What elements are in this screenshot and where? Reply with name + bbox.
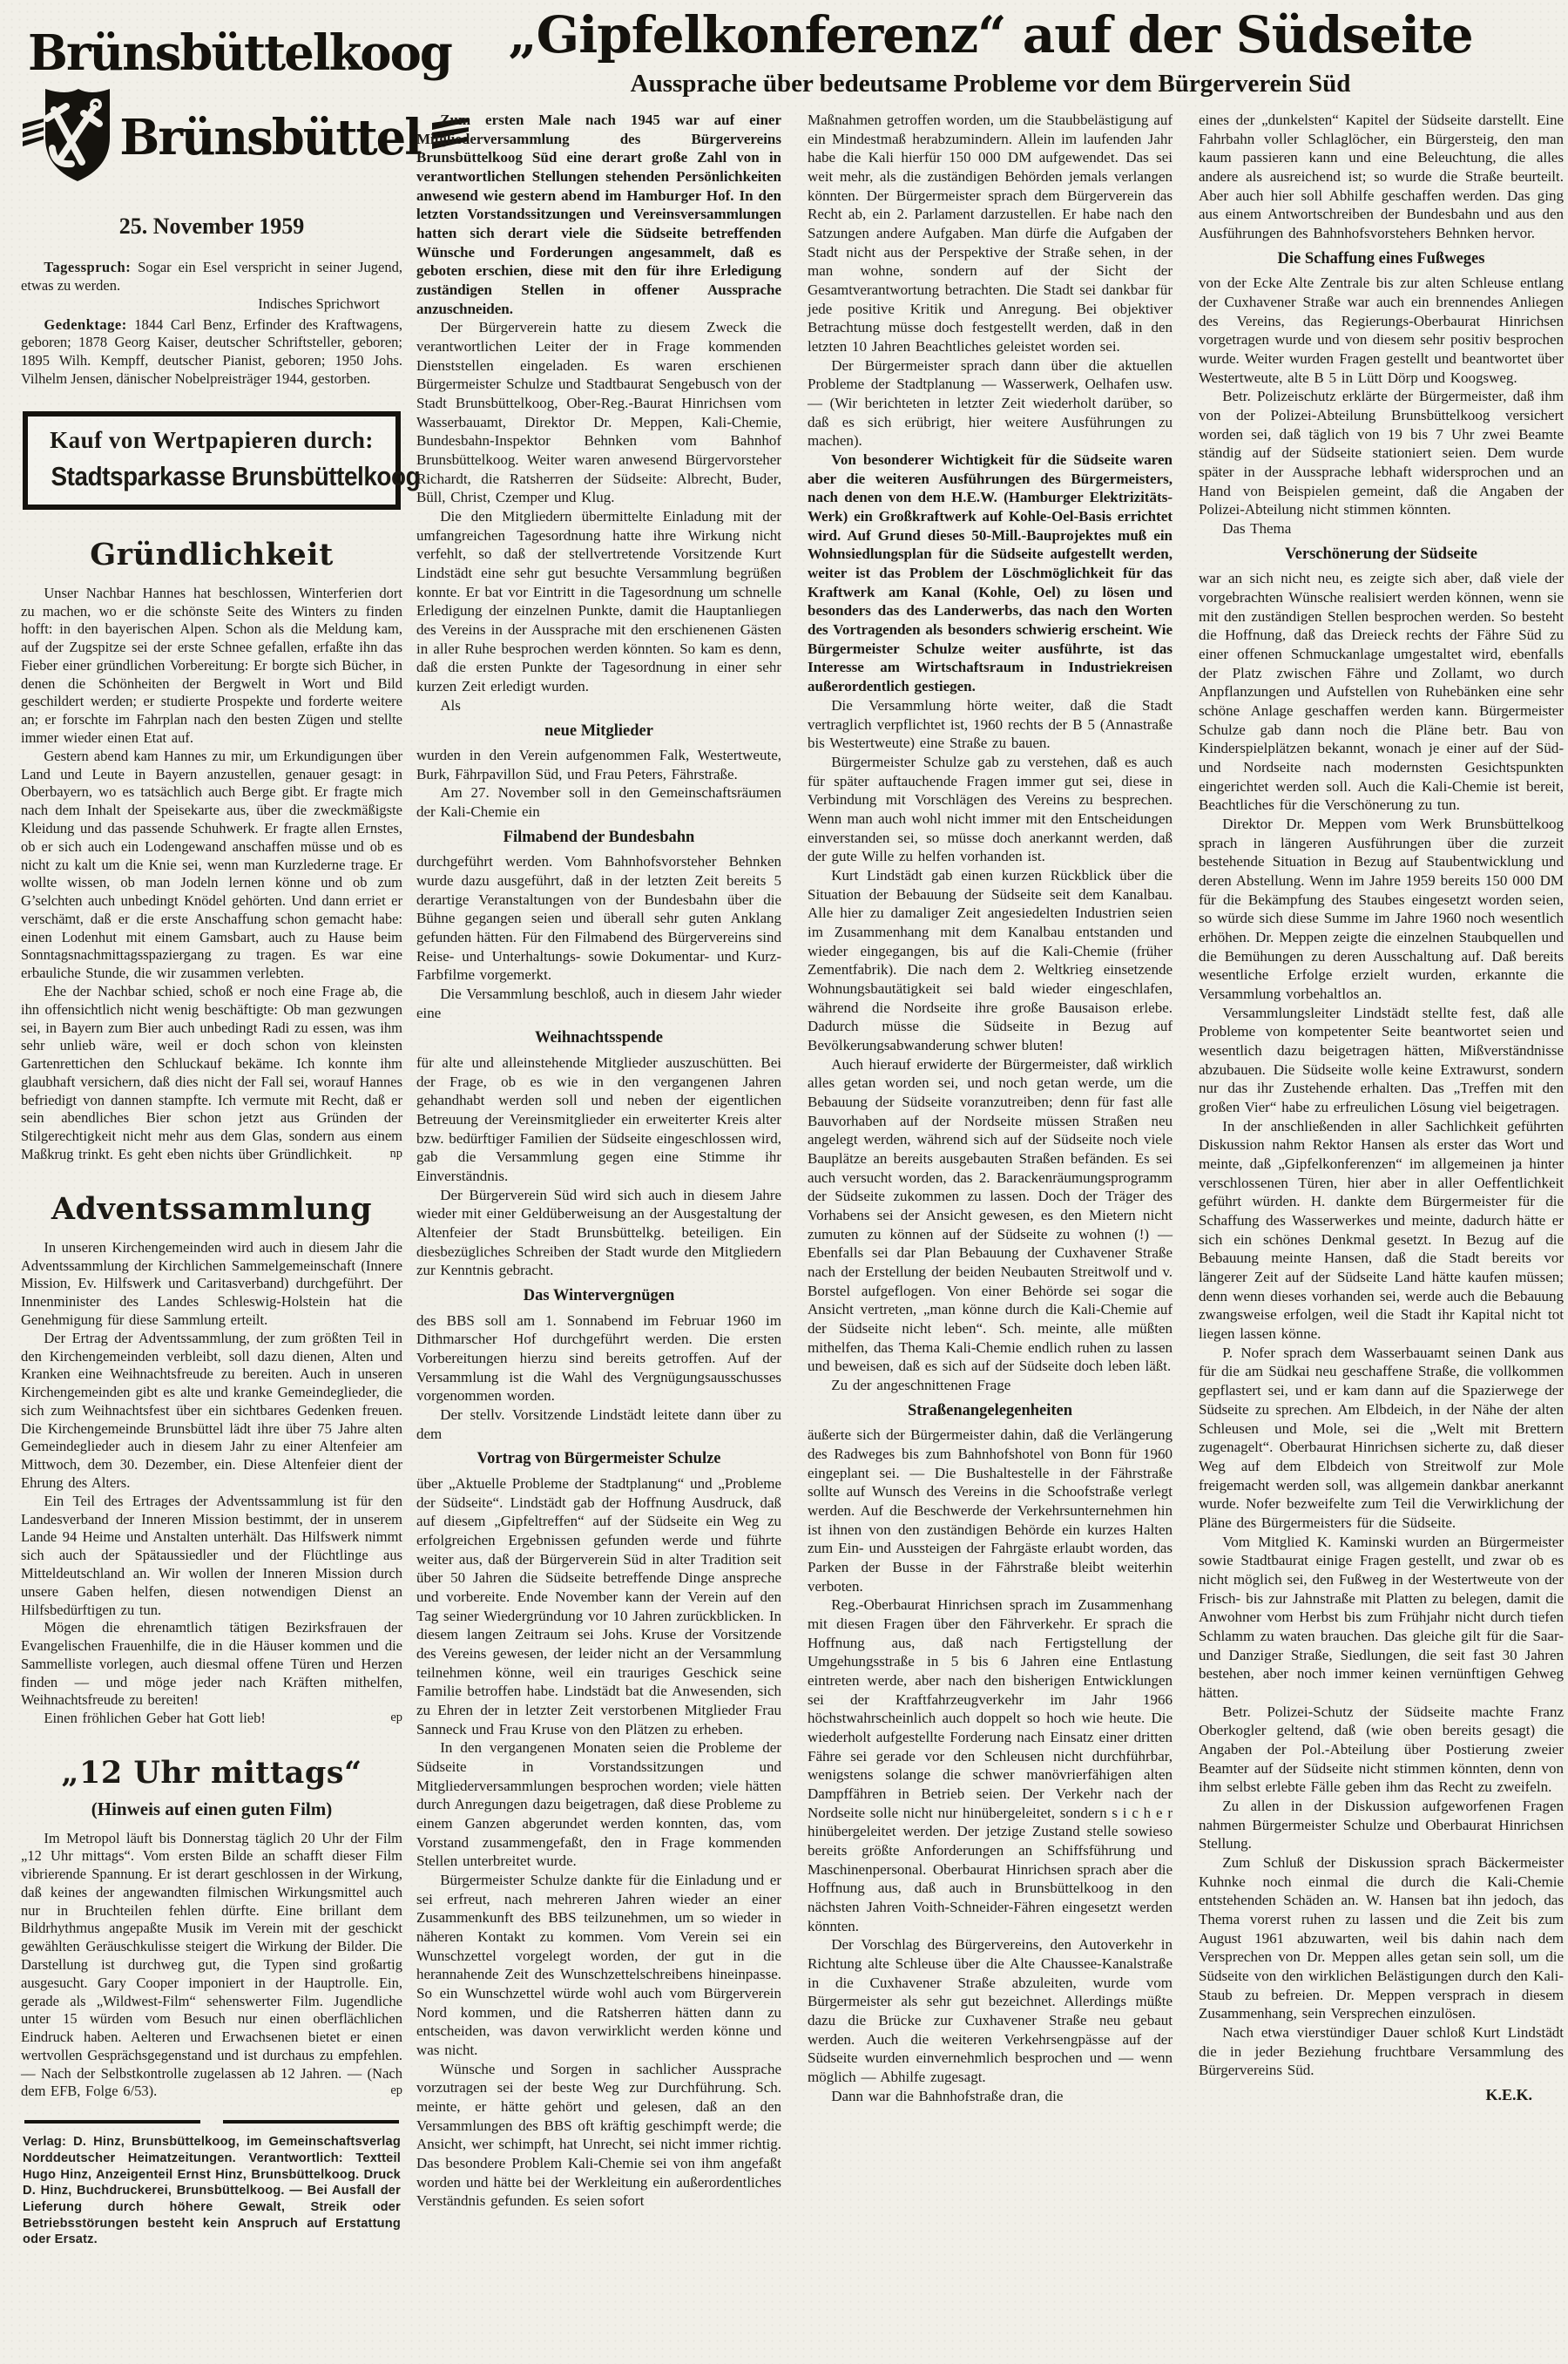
paragraph: In der anschließenden in aller Sachlichkeit geführten Diskussion nahm Rektor Hansen als erster das Wort und meinte, daß „Gipfelkonferenzen“ im allgemeinen ja hinter verschlossenen Türen, hier aber in aller Oeffentlichkeit geführt würden. H. dankte dem Bürgermeister für die Schaffung des Wasserwerkes und meinte, dadurch hätte er sich ein schönes Denkmal gesetzt. In Bezug auf die Bebauung meinte Hansen, daß die Stadt bereits vor längerer Zeit auf der Südseite Land hätte kaufen müssen; denn wenn dieses vorhanden sei, werde auch die Bebauung zwangsweise erfolgen, weil die Stadt ihr Kapital nicht tot liegen lassen könne.: [1199, 1117, 1564, 1343]
paragraph: über „Aktuelle Probleme der Stadtplanung“ und „Probleme der Südseite“. Lindstädt gab der Hoffnung Ausdruck, daß auf diesem „Gipfeltreffen“ auf der Südseite ein Weg zu erfolgreichen Ergebnissen gefunden werde und führte weiter aus, daß der Bürgerverein Süd in alter Tradition seit über 50 Jahren die Südseite betreffende Dinge anspreche und vorbereite. Ende November kann der Verein auf den Tag seiner Wiedergründung vor 10 Jahren zurückblicken. In diesem langen Zeitraum sei Johs. Kruse der Vorsitzende des Vereins gewesen, der leider nicht an der Versammlung teilnehmen könne, weil ein trauriges Geschick seine Familie betroffen habe. Lindstädt bat die Anwesenden, sich zu Ehren der in letzter Zeit verstorbenen Mitglieder Frau Sanneck und Frau Kruse von den Plätzen zu erheben.: [416, 1474, 781, 1737]
masthead-title-line2: Brünsbüttel: [119, 108, 421, 166]
section-subheading: (Hinweis auf einen guten Film): [91, 1798, 333, 1820]
gedenktage: [21, 316, 402, 389]
paragraph: Betr. Polizeischutz erklärte der Bürgermeister, daß ihm von der Polizei-Abteilung Brunsbüttelkoog versichert worden sei, daß täglich von 19 bis 7 Uhr zwei Beamte ständig auf der Südseite stationiert seien. Dem wurde später in der Aussprache lebhaft widersprochen und an Hand von Beispielen gemeint, daß die Angaben der Polizei-Abteilung nicht stimmen könnten.: [1199, 388, 1564, 518]
paragraph: Der Bürgermeister sprach dann über die aktuellen Probleme der Stadtplanung — Wasserwerk, Oelhafen usw. — (Wir berichteten in letzter Zeit wiederholt darüber, so daß es sich erübrigt, hier weitere Ausführungen zu machen).: [808, 356, 1173, 450]
city-crest-icon: [21, 84, 112, 191]
paragraph: Die Versammlung beschloß, auch in diesem Jahr wieder eine: [416, 986, 781, 1021]
paragraph: wurden in den Verein aufgenommen Falk, Westertweute, Burk, Fährpavillon Süd, und Frau Peters, Fährstraße.: [416, 747, 781, 782]
paragraph: Direktor Dr. Meppen vom Werk Brunsbüttelkoog sprach in längeren Ausführungen über die zurzeit bestehende Situation in Bezug auf Staubentwicklung und deren Abstellung. Wenn im Jahre 1959 bereits 150 000 DM für die Bekämpfung des Staubes eingesetzt worden seien, so würde sich diese Summe im Jahre 1960 noch wesentlich erhöhen. Dr. Meppen zeigte die einzelnen Staubquellen und die Bemühungen zu deren Ausschaltung auf. Daß bereits wesentliche Erfolge erzielt wurden, erkannte die Versammlung vorbehaltlos an.: [1199, 816, 1564, 1003]
author-initials: K.E.K.: [1485, 2086, 1532, 2104]
paragraph: Zu allen in der Diskussion aufgeworfenen Fragen nahmen Bürgermeister Schulze und Oberbaurat Hinrichsen Stellung.: [1199, 1797, 1564, 1853]
paragraph: Zum ersten Male nach 1945 war auf einer Mitgliederversammlung des Bürgervereins Brunsbüttelkoog Süd eine derart große Zahl von in verantwortlichen Stellungen stehenden Persönlichkeiten anwesend wie gestern abend im Hamburger Hof. In den letzten Vorstandssitzungen und Vereinsversammlungen hatten sich derart viele die Südseite betreffenden Wünsche und Forderungen angesammelt, daß es geboten erschien, diese mit den für ihre Erledigung zuständigen Stellen in offener Aussprache anzuschneiden.: [416, 112, 781, 317]
author-initials: ep: [390, 2083, 402, 2098]
tagesspruch: [21, 259, 402, 295]
article-column-2: [808, 111, 1173, 2105]
paragraph: Betr. Polizei-Schutz der Südseite machte Franz Oberkogler geltend, daß (wie oben bereits gesagt) die Angaben der Pol.-Abteilung über Postierung zweier Beamter auf der Südseite nicht stimmen könnten, denn von ihm selbst erlebte Fälle geben ihm das Recht zu zweifeln.: [1199, 1703, 1564, 1796]
local-column: [21, 19, 451, 2248]
column-subhead: Weihnachtsspende: [534, 1029, 663, 1047]
local-articles: [21, 536, 402, 2102]
masthead-title-line1: Brünsbüttelkoog: [28, 24, 451, 82]
paragraph: Als: [440, 696, 461, 714]
paragraph: Der Bürgerverein hatte zu diesem Zweck die verantwortlichen Leiter der in Frage kommenden Dienststellen eingeladen. Es waren erschienen Bürgermeister Schulze und Stadtbaurat Sengebusch von der Stadt Brunsbüttelkoog, Ober-Reg.-Baurat Hinrichsen vom Wasserbauamt, Direktor Dr. Meppen, Kali-Chemie, Bundesbahn-Inspektor Behnken vom Bahnhof Brunsbüttelkoog. Weiter waren anwesend Bürgervorsteher Richardt, die Ratsherren der Südseite: Albrecht, Buder, Büll, Christ, Czemper und Klug.: [416, 319, 781, 506]
section-heading: Gründlichkeit: [90, 536, 334, 572]
paragraph: Mögen die ehrenamtlich tätigen Bezirksfrauen der Evangelischen Frauenhilfe, die in die Häuser kommen und die Sammelliste vorlegen, auch diesmal offene Türen und Herzen finden — und möge jeder nach Kräften mithelfen, Weihnachtsfreude zu bereiten!: [21, 1619, 402, 1709]
paragraph: Vom Mitglied K. Kaminski wurden an Bürgermeister sowie Stadtbaurat einige Fragen gestellt, und zwar ob es nicht möglich sei, den Fußweg in der Westertweute von der Frisch- bis zur Jahnstraße mit Platten zu belegen, damit die Anwohner vom Herbst bis zum Frühjahr nicht durch tiefen Schlamm zu waten brauchen. Das gleiche gilt für die Saar- und Danziger Straße, Siedlungen, die seit fast 30 Jahren bestehen, aber noch immer keinen vernünftigen Gehweg hätten.: [1199, 1533, 1564, 1701]
paragraph: Das Thema: [1222, 520, 1292, 538]
paragraph: Im Metropol läuft bis Donnerstag täglich 20 Uhr der Film „12 Uhr mittags“. Vom ersten Bilde an schafft dieser Film vibrierende Spannung. Er ist derart geschlossen in der Wirkung, daß keines der angewandten filmischen Wirkungsmittel auch nur in Bruchteilen fehlen dürfte. Eine brillant dem Bildrhythmus angepaßte Musik im Verein mit der geschickt gewählten Geräuschkulisse steigert die Wirkung der Bilder. Die Darstellung ist durchweg gut, die Typen sind großartig ausgesucht. Gary Cooper imponiert in der Hauptrolle. Ein, gerade als „Wildwest-Film“ sehenswerter Film. Jugendliche unter 15 würden vom Besuch nur einen oberflächlichen Eindruck haben. Aelteren und Erwachsenen bietet er einen wertvollen Gesprächsgegenstand und ist durchaus zu empfehlen. — Nach der Selbstkontrolle zugelassen ab 12 Jahren. — (Nach dem EFB, Folge 6/53). ep: [21, 1829, 402, 2100]
paragraph: Auch hierauf erwiderte der Bürgermeister, daß wirklich alles getan worden sei, und noch getan werde, um die Bebauung der Südseite voranzutreiben; denn für fast alle Bauvorhaben auf der Nordseite müssen Straßen neu angelegt werden, während sich auf der Südseite noch viele Bauplätze an bereits ausgebauten Straßen befänden. Es sei auch versucht worden, das 2. Barackenräumungsprogramm der Südseite zukommen zu lassen. Doch der Träger des Vorhabens sei der Ansicht gewesen, es den Mietern nicht zumuten zu können auf der Südseite zu wohnen (!) — Ebenfalls sei dar Plan Bebauung der Cuxhavener Straße nach der Erstellung der beiden Neubauten Streitwolf und v. Borstel aufgeflogen. Von einer Behörde sei sogar die Ansicht vertreten, „man könne durch die Kali-Chemie auf der Südseite nicht leben“. Sch. meinte, alle müßten mithelfen, das Thema Kali-Chemie endlich ruhen zu lassen und beweisen, daß es sich auf der Südseite doch leben läßt.: [808, 1055, 1173, 1375]
paragraph: Die den Mitgliedern übermittelte Einladung mit der umfangreichen Tagesordnung hatte ihre Wirkung nicht verfehlt, so daß der stellvertretende Vorsitzende Kurt Lindstädt eine sehr gut besuchte Versammlung begrüßen konnte. Er bat vor Eintritt in die Tagesordnung um schnelle Erledigung der einzelnen Punkte, damit die Hauptanliegen des Vereins in der Aussprache mit den erschienenen Gästen in aller Ruhe besprochen werden könnten. So kam es denn, daß die ersten Punkte der Tagesordnung in einer sehr kurzen Zeit erledigt wurden.: [416, 508, 781, 695]
paragraph: Unser Nachbar Hannes hat beschlossen, Winterferien dort zu machen, wo er die schönste Seite des Winters zu finden hofft: in den bayerischen Alpen. Schon als die Meldung kam, auf der Zugspitze sei der erste Schnee gefallen, erfaßte ihn das Fieber einer gründlichen Vorbereitung: Er borgte sich Bücher, in denen die Schönheiten der Bergwelt in Wort und Bild geschildert werden; er studierte Prospekte und forderte weitere an; er forschte im Fahrplan nach den besten Zügen und stellte immer wieder einen Etat auf.: [21, 584, 402, 747]
paragraph: Ehe der Nachbar schied, schoß er noch eine Frage ab, die ihn offensichtlich nicht wenig beschäftigte: Ob man gezwungen sei, in Bayern zum Bier auch unbedingt Radi zu essen, was ihm sehr unlieb wäre, weil er doch schon von kleinsten Gartenrettichen den Schluckauf bekäme. Ich konnte ihm glaubhaft versichern, daß dies nicht der Fall sei, worauf Hannes befriedigt von dannen stampfte. Ich vermute mit Recht, daß er sein abendliches Bier schon jetzt aus Gründen der Stilgerechtigkeit nicht mehr aus dem Glas, sondern aus einem Maßkrug trinkt. Es geht eben nichts über Gründlichkeit. np: [21, 982, 402, 1162]
paragraph: Einen fröhlichen Geber hat Gott lieb! ep: [44, 1710, 402, 1727]
paragraph: Gestern abend kam Hannes zu mir, um Erkundigungen über Land und Leute in Bayern anzustellen, genauer gesagt: in Oberbayern, wo es tatsächlich auch Berge gibt. Er fragte mich nach dem Inhalt der Speisekarte aus, über die zweckmäßigste Kleidung und das passende Schuhwerk. Er fragte allen Ernstes, ob er sich auch ein Lodengewand anschaffen müsse und ob es nicht zu kalt um die Knie sei, wenn man Kurzlederne trage. Er wollte wissen, ob man Jodeln lernen könne und ob zum G’selchten auch unbedingt Knödel gehörten. Und dann erriet er verschämt, daß er die erste Anschaffung schon gemacht habe: einen Lodenhut mit einem Gamsbart, auch zu Hause beim Sonntagsnachmittagsspaziergang zu tragen. Es war eine erbauliche Stunde, die wir zusammen verlebten.: [21, 747, 402, 982]
ad-headline: Kauf von Wertpapieren durch:: [50, 426, 374, 453]
paragraph: des BBS soll am 1. Sonnabend im Februar 1960 im Dithmarscher Hof durchgeführt werden. Die ersten Vorbereitungen hierzu sind bereits getroffen. Auf der Versammlung ist die Wahl des Vergnügungsausschusses vorgenommen worden.: [416, 1311, 781, 1405]
paragraph: durchgeführt werden. Vom Bahnhofsvorsteher Behnken wurde dazu ausgeführt, daß in der letzten Zeit bereits 5 derartige Veranstaltungen von der Bundesbahn über die Bühne gegangen seien und überall sehr guten Anklang gefunden hätten. Für den Filmabend des Bürgervereins sind Reise- und Unterhaltungs- sowie Dokumentar- und Kurz-Farbfilme vorgemerkt.: [416, 853, 781, 984]
paragraph: Reg.-Oberbaurat Hinrichsen sprach im Zusammenhang mit diesen Fragen über den Fährverkehr. Er sprach die Hoffnung aus, daß nach Fertigstellung der Umgehungsstraße in 5 bis 6 Jahren eine Entlastung eintreten werde, aber nach den bisherigen Entwicklungen sei der Kraftfahrzeugverkehr im Jahr 1966 höchstwahrscheinlich auch doppelt so hoch wie heute. Die wiederholt aufgestellte Forderung nach Einsatz einer dritten Fähre sei gerade vor den Schleusen nicht durchführbar, wenigstens solange die schwer manövrierfähigen alten Dampffähren in Betrieb seien. Der Verkehr nach der Nordseite solle nicht nur hinübergeleitet, sondern s i c h e r hinübergeleitet werden. Der jetzige Zustand stelle sowieso bereits größte Anforderungen an Schiffsführung und Maschinenpersonal. Oberbaurat Hinrichsen sprach aber die Hoffnung aus, daß auch in Brunsbüttelkoog in den nächsten Jahren Voith-Schneider-Fähren eingesetzt werden könnten.: [808, 1596, 1173, 1934]
paragraph: Versammlungsleiter Lindstädt stellte fest, daß alle Probleme von kompetenter Seite beantwortet seien und wesentlich dazu beigetragen hätten, Mißverständnisse abzubauen. Die Südseite wolle keine Extrawurst, sondern nur das ihr Zustehende erhalten. Das „Treffen mit den großen Vier“ habe zu erfreulichen Lösung viel beigetragen.: [1199, 1004, 1564, 1116]
tagesspruch-text: Sogar ein Esel verspricht in seiner Jugend, etwas zu werden.: [21, 259, 403, 294]
paragraph: Der Vorschlag des Bürgervereins, den Autoverkehr in Richtung alte Schleuse über die Alte Chaussee-Kanalstraße in die Cuxhavener Straße abzuleiten, wurde vom Bürgermeister als sehr gut bezeichnet. Allerdings müßte dazu die Brücke zur Cuxhavener Straße neu gebaut werden. Auch die weiteren Verkehrsengpässe auf der Südseite wurden einvernehmlich besprochen und — wenn möglich — Abhilfe zugesagt.: [808, 1936, 1173, 2086]
section-heading: „12 Uhr mittags“: [61, 1754, 362, 1791]
paragraph: Die Versammlung hörte weiter, daß die Stadt vertraglich verpflichtet ist, 1960 rechts der B 5 (Annastraße bis Westertweute) eine Straße zu bauen.: [808, 696, 1173, 752]
paragraph: P. Nofer sprach dem Wasserbauamt seinen Dank aus für die am Südkai neu geschaffene Straße, die vollkommen gepflastert sei, und er kam dann auf die Spazierwege der Südseite zu sprechen. Am Elbdeich, in der Nähe der alten Schleusen und Mole, sei die „Welt mit Brettern zugenagelt“. Oberbaurat Hinrichsen sicherte zu, daß dieser Weg auf dem Elbdeich von Streitwolf zur Mole freigemacht werden soll, was allgemein dankbar anerkannt wurde. Nofer bezweifelte zum Teil die Verwirklichung der Pläne des Bürgermeisters für die Südseite.: [1199, 1344, 1564, 1531]
paragraph: war an sich nicht neu, es zeigte sich aber, daß viele der vorgebrachten Wünsche realisiert werden können, wenn sie mit den zuständigen Stellen besprochen werden. So besteht die Hoffnung, daß das Dreieck rechts der Fähre Süd zu einer offenen Schmuckanlage umgestaltet wird, ebenfalls der Platz zwischen Fähre und Zollamt, wo durch Anpflanzungen und Aufstellen von Ruhebänken eine sehr schöne Anlage geschaffen werden kann. Bürgermeister Schulze gab dann noch die Pläne betr. Bau von Kinderspielplätzen bekannt, wonach je einer auf der Süd- und Nordseite nach modernsten Gesichtspunkten eingerichtet werden soll. Auch die Kali-Chemie ist bereit, Beachtliches für die Verschönerung zu tun.: [1199, 570, 1564, 814]
paragraph: äußerte sich der Bürgermeister dahin, daß die Verlängerung des Radweges bis zum Bahnhofshotel von Bonn für 1960 eingeplant sei. — Die Bushaltestelle in der Fährstraße sollte auf Wunsch des Vereins in die Schoofstraße verlegt werden. Auf die Beschwerde der Verkehrsunternehmen hin ist ihnen von den zuständigen Behörde ein kurzes Halten zum Ein- und Aussteigen der Fahrgäste erlaubt worden, das Parken der Busse in der Fährstraße bleibt weiterhin verboten.: [808, 1426, 1173, 1595]
paragraph: eines der „dunkelsten“ Kapitel der Südseite darstellt. Eine Fahrbahn voller Schlaglöcher, ein Bürgersteig, den man kaum passieren kann und eine Beleuchtung, die alles andere als ausreichend ist; so wurde die Straße beurteilt. Aber auch hier soll Abhilfe geschaffen werden. Das ging aus einem Antwortschreiben der Bundesbahn und aus den Ausführungen des Bahnhofsvorstehers Behnken hervor.: [1199, 112, 1564, 242]
paragraph: Kurt Lindstädt gab einen kurzen Rückblick über die Situation der Bebauung der Südseite seit dem Kanalbau. Alle hier zu damaliger Zeit angesiedelten Industrien seien im Zusammenhang mit dem Kanalbau entstanden und wieder eingegangen, bis auf die Kali-Chemie (früher Zementfabrik). Die nach dem 2. Weltkrieg einsetzende Wohnungsbautätigkeit sei bald wieder eingeschlafen, während die Nordseite ihre große Bausaison erlebe. Dadurch müsse die Südseite in Bezug auf Bevölkerungsabwanderung schwer bluten!: [808, 866, 1173, 1053]
paragraph: Maßnahmen getroffen worden, um die Staubbelästigung auf ein Mindestmaß herabzumindern. Allein im laufenden Jahr habe die Kali hierfür 150 000 DM aufgewendet. Das sei weit mehr, als die zuständigen Behörden jemals verlangen könnten. Der Bürgermeister sprach dem Bürgerverein das Recht ab, ein 2. Parlament darzustellen. Er habe nach den Satzungen andere Aufgaben. Man dürfe die Aufgaben der Stadt nicht aus der Perspektive der Straße sehen, in der man wohne, sondern auf der Sicht der Gesamtverantwortung betrachten. Die Stadt sei dankbar für jede positive Kritik und Anregung. Bei objektiver Betrachtung müsse doch festgestellt werden, daß in den letzten 10 Jahren Beachtliches geleistet worden sei.: [808, 112, 1173, 356]
column-subhead: Vortrag von Bürgermeister Schulze: [476, 1450, 721, 1468]
paragraph: Bürgermeister Schulze dankte für die Einladung und er sei erfreut, nach mehreren Jahren wieder an einer Zusammenkunft des BBS teilzunehmen, um so wieder in näheren Kontakt zu kommen. Vom Verein sei ein Wunschzettel vorgelegt worden, der gut in die herannahende Zeit des Wunschzettelschreibens hineinpasse. So ein Wunschzettel würde wohl auch vom Bürgerverein Nord kommen, und die Ratsherren hätten dann zu entscheiden, was davon verwirklicht werden könne und was nicht.: [416, 1872, 781, 2059]
author-initials: ep: [390, 1710, 402, 1725]
paragraph: Der Bürgerverein Süd wird sich auch in diesem Jahre wieder mit einer Geldüberweisung an der Ausgestaltung der Altenfeier der Stadt Brunsbüttelkg. beteiligen. Ein diesbezügliches Schreiben der Stadt wurde den Mitgliedern zur Kenntnis gebracht.: [416, 1186, 781, 1279]
paragraph: Zum Schluß der Diskussion sprach Bäckermeister Kuhnke noch einmal die durch die Kali-Chemie entstehenden Schäden an. W. Hansen bat ihn jedoch, das Thema vorerst ruhen zu lassen und die Zeit bis zum August 1961 abzuwarten, weil bis dahin nach dem Versprechen von Dr. Meppen alles getan sein soll, um die Südseite von den wirklichen Belästigungen durch den Kali-Staub zu befreien. Dr. Meppen versprach in diesem Zusammenhang, sein Versprechen einzulösen.: [1199, 1853, 1564, 2022]
paragraph: In unseren Kirchengemeinden wird auch in diesem Jahr die Adventssammlung der Kirchlichen Sammelgemeinschaft (Innere Mission, Ev. Hilfswerk und Caritasverband) durchgeführt. Der Innenminister des Landes Schleswig-Holstein hat die Genehmigung für diese Sammlung erteilt.: [21, 1238, 402, 1328]
imprint: Verlag: D. Hinz, Brunsbüttelkoog, im Gemeinschaftsverlag Norddeutscher Heimatzeitungen. Verantwortlich: Textteil Hugo Hinz, Anzeigenteil Ernst Hinz, Brunsbüttelkoog. Druck D. Hinz, Buchdruckerei, Brunsbüttelkoog. — Bei Ausfall der Lieferung durch höhere Gewalt, Streik oder Betriebsstörungen besteht kein Anspruch auf Erstattung oder Ersatz.: [23, 2135, 401, 2247]
paragraph: In den vergangenen Monaten seien die Probleme der Südseite in Vorstandssitzungen und Mitgliederversammlungen besprochen worden; viele hätten durch Anregungen dazu beigetragen, daß diese Probleme zu einem Ganzen abgerundet werden konnten, das, vom Vorstand zusammengefaßt, den in Frage kommenden Stellen unterbreitet wurde.: [416, 1739, 781, 1870]
paragraph: Wünsche und Sorgen in sachlicher Aussprache vorzutragen sei der beste Weg zur Durchführung. Sch. meinte, er hätte gehört und gelesen, daß an den Versammlungen des BBS oft kräftig geschimpft werde; die Ansicht, wer schimpft, hat Unrecht, sei nicht immer richtig. Das besondere Problem Kali-Chemie sei von ihm angefaßt worden und hätte bei der Werkleitung ein außerordentliches Verständnis gefunden. Es seien sofort: [416, 2060, 781, 2210]
imprint-divider: [24, 2120, 399, 2124]
paragraph: Der stellv. Vorsitzende Lindstädt leitete dann über zu dem: [416, 1406, 781, 1442]
paragraph: Zu der angeschnittenen Frage: [831, 1377, 1011, 1394]
column-subhead: Filmabend der Bundesbahn: [503, 828, 695, 846]
column-subhead: Verschönerung der Südseite: [1285, 545, 1477, 563]
paragraph: Der Ertrag der Adventssammlung, der zum größten Teil in den Kirchengemeinden verbleibt, soll dazu dienen, Alten und Kranken eine Weihnachtsfreude zu bereiten. Auch in unseren Kirchengemeinden gibt es alte und kranke Gemeindeglieder, die sich zum Weihnachtsfest über ein sichtbares Gedenken freuen. Die Kirchengemeinde Brunsbüttel lädt ihre über 75 Jahre alten Gemeindeglieder auch in diesem Jahr zu einer Altenfeier am Mittwoch, dem 30. Dezember, ein. Diese Altenfeier dient der Ehrung des Alters.: [21, 1329, 402, 1492]
paragraph: Dann war die Bahnhofstraße dran, die: [831, 2087, 1064, 2104]
masthead-title-line2-row: [21, 84, 421, 191]
main-article: [416, 5, 1565, 2211]
column-subhead: Straßenangelegenheiten: [907, 1401, 1073, 1419]
paragraph: Bürgermeister Schulze gab zu verstehen, daß es auch für später auftauchende Fragen immer gut sei, diese in Verbindung mit Vorschlägen des Vereins zu besprechen. Wenn man auch wohl nicht immer mit den Entscheidungen einverstanden sei, so müsse doch anerkannt werden, daß der gute Wille zu helfen vorhanden ist.: [808, 753, 1173, 865]
tagesspruch-source: Indisches Sprichwort: [258, 295, 380, 312]
column-subhead: neue Mitglieder: [544, 721, 653, 740]
paragraph: Ein Teil des Ertrages der Adventssammlung ist für den Landesverband der Inneren Mission bestimmt, der in unserem Lande 94 Heime und Anstalten unterhält. Das Hilfswerk nimmt sich auch der Spätaussiedler und der Flüchtlinge aus Mitteldeutschland an. Wir wollen der Inneren Mission durch unsere Gaben helfen, diesen notwendigen Dienst an Hilfsbedürftigen zu tun.: [21, 1492, 402, 1618]
tagesspruch-label: Tagesspruch:: [44, 259, 132, 275]
column-subhead: Die Schaffung eines Fußweges: [1277, 249, 1485, 268]
paragraph: Von besonderer Wichtigkeit für die Südseite waren aber die weiteren Ausführungen des Bürgermeisters, nach denen von dem H.E.W. (Hamburger Elektrizitäts-Werk) ein Großkraftwerk auf Kohle-Oel-Basis errichtet wird. Auf Grund dieses 50-Mill.-Bauprojektes muß ein Wohnsiedlungsplan für die Südseite aufgestellt werden, weiter ist das Problem der Löschmöglichkeit für das Kraftwerk am Kanal (Kohle, Oel) zu lösen und besonders das des Landerwerbs, das nach den Worten des Vortragenden als besonders schwierig erscheint. Wie Bürgermeister Schulze weiter ausführte, ist das Interesse am Wirtschaftsraum in Industriekreisen außerordentlich gestiegen.: [808, 451, 1173, 695]
gedenktage-label: Gedenktage:: [44, 315, 127, 333]
paragraph: für alte und alleinstehende Mitglieder auszuschütten. Bei der Frage, ob es wie in den vergangenen Jahren gehandhabt werden soll und neben der eigentlichen Betreuung der Vereinsmitglieder ein erweiterter Kreis alter bzw. bedürftiger Familien der Südseite eingeschlossen wird, gab die Versammlung gegen eine Stimme ihr Einverständnis.: [416, 1053, 781, 1184]
section-heading: Adventssammlung: [51, 1190, 373, 1227]
paragraph: Am 27. November soll in den Gemeinschaftsräumen der Kali-Chemie ein: [416, 784, 781, 821]
article-column-1: [416, 111, 781, 2211]
issue-date: 25. November 1959: [118, 213, 305, 239]
author-initials: np: [389, 1147, 402, 1161]
main-subtitle: Aussprache über bedeutsame Probleme vor dem Bürgerverein Süd: [630, 70, 1351, 98]
article-column-3: [1199, 111, 1564, 2105]
column-subhead: Das Wintervergnügen: [523, 1287, 675, 1305]
gedenktage-text: 1844 Carl Benz, Erfinder des Kraftwagens, geboren; 1878 Georg Kaiser, deutscher Schriftsteller, geboren; 1895 Wilh. Kempff, deutscher Pianist, geboren; 1950 Johs. Vilhelm Jensen, dänischer Nobelpreisträger 1944, gestorben.: [21, 315, 402, 387]
paragraph: von der Ecke Alte Zentrale bis zur alten Schleuse entlang der Cuxhavener Straße war auch ein brennendes Anliegen des Vereins, das Regierungs-Oberbaurat Hinrichsen vorgetragen wurde und von diesem sehr positiv besprochen wurde. Weiter wurden Fragen gestellt und beantwortet über Westertweute, alte B 5 in Lütt Dörp und Koogsweg.: [1199, 274, 1564, 386]
main-headline: „Gipfelkonferenz“ auf der Südseite: [508, 5, 1473, 64]
bank-ad-box: [23, 411, 421, 510]
paragraph: Nach etwa vierstündiger Dauer schloß Kurt Lindstädt die in jeder Beziehung fruchtbare Versammlung des Bürgervereins Süd.: [1199, 2024, 1564, 2079]
article-columns: [416, 111, 1565, 2211]
ad-bank-name: Stadtsparkasse Brunsbüttelkoog: [51, 460, 421, 491]
